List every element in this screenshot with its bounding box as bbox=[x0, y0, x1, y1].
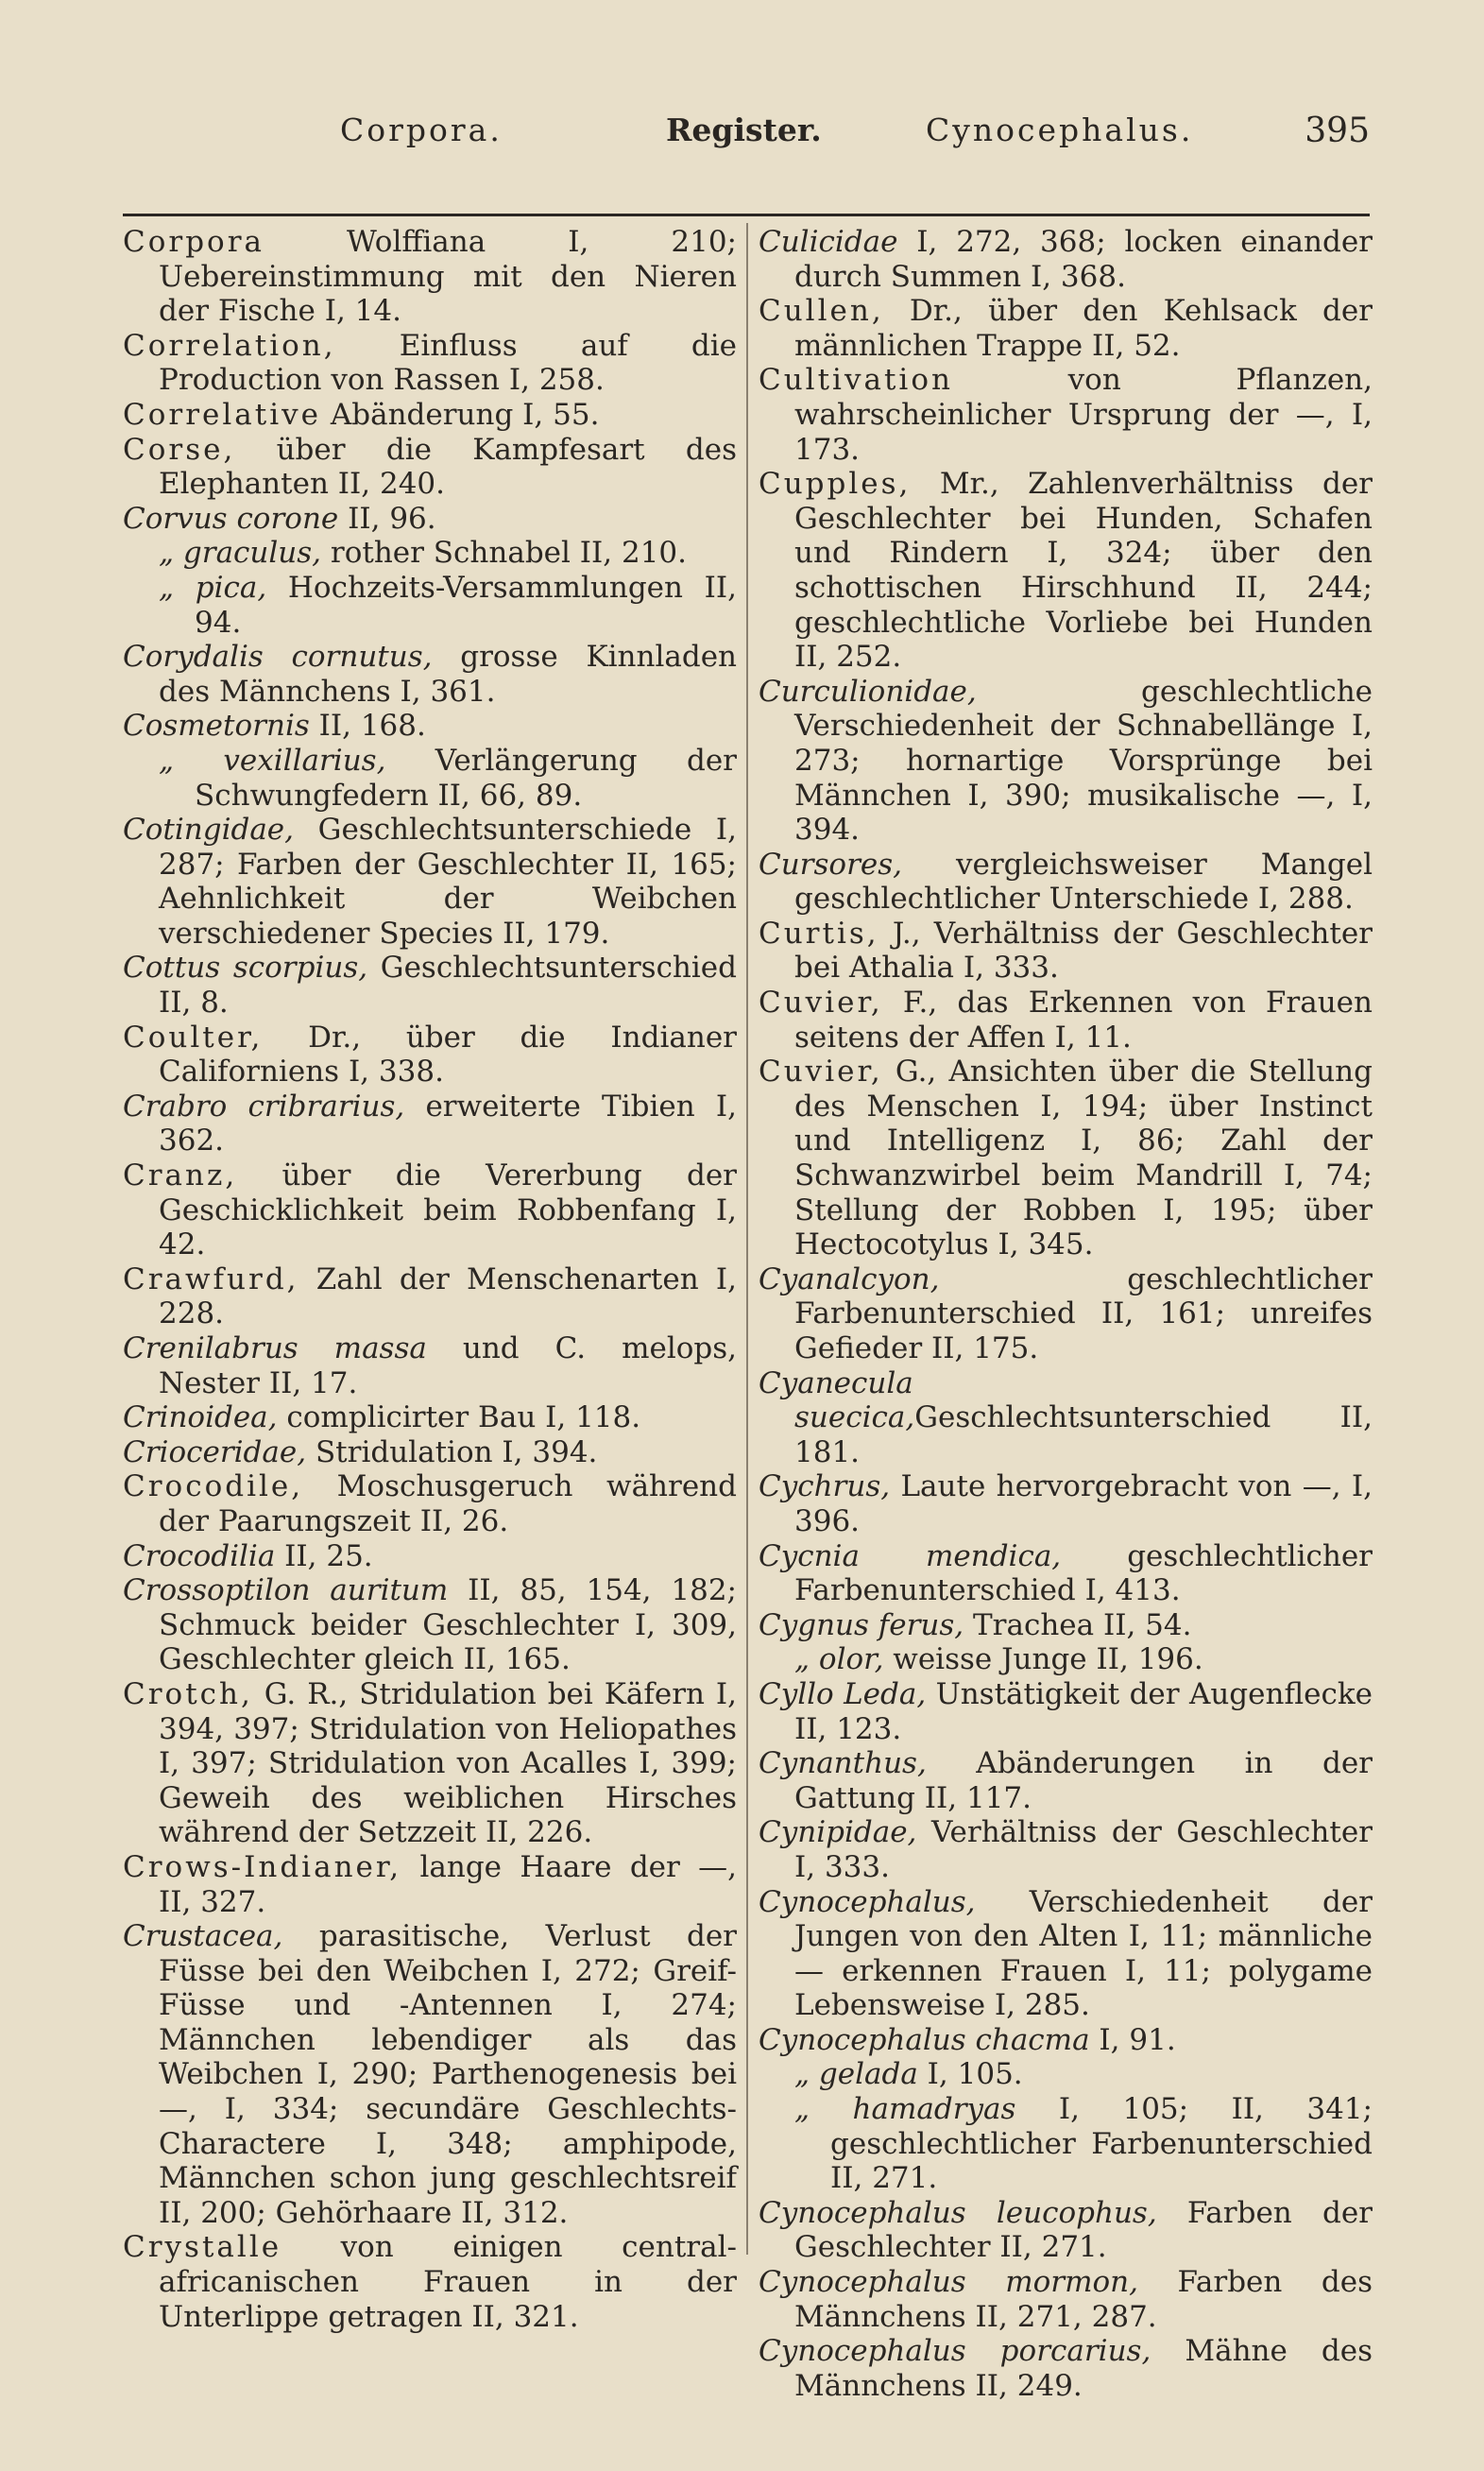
index-entry-term: Cynocephalus leucophus, bbox=[759, 2195, 1157, 2230]
index-entry-references: Stridulation I, 394. bbox=[306, 1434, 598, 1469]
index-entry-term: Crocodilia bbox=[123, 1538, 276, 1573]
index-entry-references: II, 25. bbox=[275, 1538, 373, 1573]
index-entry-references: II, 168. bbox=[309, 709, 426, 744]
index-entry bbox=[759, 2023, 1373, 2058]
index-entry bbox=[123, 709, 737, 744]
index-entry bbox=[759, 1677, 1373, 1746]
index-entry-references: geschlechtliche Verschiedenheit der Schnabellänge I, 273; hornartige Vorsprünge bei Männchen I, 390; musikalische —, I, 394. bbox=[794, 674, 1373, 848]
index-entry bbox=[759, 2265, 1373, 2334]
index-entry-references: Mähne des Männchens II, 249. bbox=[794, 2334, 1373, 2403]
index-entry-term: Cyanecula suecica, bbox=[759, 1365, 915, 1435]
index-entry-term: Cottus scorpius, bbox=[123, 951, 368, 986]
index-entry bbox=[759, 917, 1373, 986]
index-entry-references: II, 96. bbox=[338, 501, 436, 536]
index-entry bbox=[123, 813, 737, 951]
index-entry bbox=[123, 1677, 737, 1850]
index-entry bbox=[123, 1435, 737, 1470]
index-entry bbox=[759, 225, 1373, 294]
index-entry-term: Cranz, bbox=[123, 1158, 238, 1193]
index-entry-references: Einfluss auf die Production von Rassen I, 258. bbox=[159, 328, 737, 398]
index-entry bbox=[123, 951, 737, 1020]
index-entry-references: über die Kampfesart des Elephanten II, 240. bbox=[159, 432, 737, 502]
index-entry-references: Dr., über die Indianer Californiens I, 338. bbox=[159, 1020, 737, 1090]
index-entry-term: Curculionidae, bbox=[759, 674, 977, 709]
index-entry-references: grosse Kinnladen des Männchens I, 361. bbox=[159, 640, 737, 709]
index-entry-references: Geschlechtsunterschied II, 181. bbox=[794, 1400, 1373, 1469]
index-entry-term: Cuvier, bbox=[759, 1055, 883, 1090]
column-divider bbox=[746, 223, 748, 2255]
index-entry bbox=[123, 329, 737, 398]
index-entry bbox=[123, 1573, 737, 1677]
index-entry-references: Verschiedenheit der Jungen von den Alten I, 11; männliche — erkennen Frauen I, 11; polygame Lebensweise I, 285. bbox=[794, 1884, 1373, 2023]
index-entry-references: rother Schnabel II, 210. bbox=[321, 536, 688, 571]
index-entry bbox=[123, 744, 737, 813]
index-entry bbox=[759, 1055, 1373, 1262]
index-entry-term: „ olor, bbox=[794, 1642, 884, 1677]
index-entry-term: „ vexillarius, bbox=[159, 743, 386, 778]
index-entry-term: Cygnus ferus, bbox=[759, 1607, 964, 1642]
index-entry-references: Abänderungen in der Gattung II, 117. bbox=[794, 1746, 1373, 1815]
index-entry-term: Correlation, bbox=[123, 328, 336, 363]
index-entry-term: Curtis, bbox=[759, 916, 879, 951]
index-entry-term: Cynipidae, bbox=[759, 1815, 917, 1850]
index-entry-term: Cullen, bbox=[759, 294, 884, 329]
index-entry bbox=[123, 1158, 737, 1262]
index-entry bbox=[123, 1331, 737, 1400]
index-entry bbox=[759, 1815, 1373, 1884]
index-entry-term: Correlative bbox=[123, 397, 321, 432]
index-entry-term: „ graculus, bbox=[159, 536, 322, 571]
index-entry-references: weisse Junge II, 196. bbox=[883, 1642, 1203, 1677]
index-entry bbox=[759, 2092, 1373, 2196]
index-entry-references: J., Verhältniss der Geschlechter bei Athalia I, 333. bbox=[794, 916, 1373, 986]
index-entry-references: I, 105. bbox=[917, 2057, 1023, 2092]
index-entry bbox=[759, 2334, 1373, 2403]
header-right-term: Cynocephalus. bbox=[926, 112, 1194, 148]
index-entry-references: Geschlechtsunterschied II, 8. bbox=[159, 951, 737, 1021]
index-entry-references: von einigen central-africanischen Frauen in der Unterlippe getragen II, 321. bbox=[159, 2230, 737, 2334]
index-entry-term: Cynocephalus, bbox=[759, 1884, 976, 1919]
index-entry bbox=[759, 848, 1373, 917]
index-entry-term: Crossoptilon auritum bbox=[123, 1573, 449, 1608]
index-entry-references: Moschusgeruch während der Paarungszeit II, 26. bbox=[159, 1469, 737, 1538]
index-entry-term: Cychrus, bbox=[759, 1469, 891, 1504]
index-entry-references: Farben der Geschlechter II, 271. bbox=[794, 2195, 1373, 2265]
index-entry-term: Cyllo Leda, bbox=[759, 1676, 927, 1711]
index-entry bbox=[123, 433, 737, 502]
index-entry bbox=[759, 986, 1373, 1055]
index-entry-references: G., Ansichten über die Stellung des Menschen I, 194; über Instinct und Intelligenz I, 86; Zahl der Schwanzwirbel beim Mandrill I, 74; Stellung der Robben I, 195; über Hectocotylus I, 345. bbox=[794, 1055, 1373, 1262]
index-entry-references: erweiterte Tibien I, 362. bbox=[159, 1089, 737, 1158]
page-number: 395 bbox=[1305, 112, 1370, 150]
index-entry-references: geschlechtlicher Farbenunterschied II, 161; unreifes Gefieder II, 175. bbox=[794, 1261, 1373, 1365]
index-entry-term: Crinoidea, bbox=[123, 1400, 278, 1435]
index-entry bbox=[759, 467, 1373, 675]
index-entry-term: Coulter, bbox=[123, 1020, 264, 1055]
right-column bbox=[759, 225, 1373, 2403]
index-entry bbox=[759, 1885, 1373, 2023]
header-rule bbox=[123, 214, 1370, 216]
index-entry-term: „ pica, bbox=[159, 570, 267, 605]
index-entry bbox=[759, 1366, 1373, 1470]
index-entry-term: Cursores, bbox=[759, 847, 903, 882]
index-entry bbox=[123, 536, 737, 571]
index-entry bbox=[759, 1262, 1373, 1366]
index-entry-references: Wolffiana I, 210; Uebereinstimmung mit den Nieren der Fische I, 14. bbox=[159, 225, 737, 329]
index-entry-term: Cuvier, bbox=[759, 986, 883, 1021]
index-entry-references: Farben des Männchens II, 271, 287. bbox=[794, 2265, 1373, 2334]
index-entry-references: Verlängerung der Schwungfedern II, 66, 89. bbox=[195, 743, 737, 813]
index-entry-references: Dr., über den Kehlsack der männlichen Trappe II, 52. bbox=[794, 294, 1373, 363]
index-entry bbox=[123, 2230, 737, 2334]
index-entry-term: Cynocephalus porcarius, bbox=[759, 2334, 1151, 2369]
index-entry bbox=[759, 1642, 1373, 1677]
index-entry-term: Cynanthus, bbox=[759, 1746, 927, 1781]
index-entry-references: Unstätigkeit der Augenflecke II, 123. bbox=[794, 1676, 1373, 1746]
left-column bbox=[123, 225, 737, 2334]
index-entry-term: Cyanalcyon, bbox=[759, 1261, 940, 1296]
index-entry-references: über die Vererbung der Geschicklichkeit beim Robbenfang I, 42. bbox=[159, 1158, 737, 1262]
index-entry-term: Corpora bbox=[123, 225, 265, 259]
index-entry-term: Cynocephalus chacma bbox=[759, 2022, 1090, 2057]
index-entry bbox=[123, 1400, 737, 1435]
index-entry bbox=[759, 1469, 1373, 1538]
index-entry-term: Cotingidae, bbox=[123, 813, 295, 848]
index-entry-references: Laute hervorgebracht von —, I, 396. bbox=[794, 1469, 1373, 1538]
index-entry-references: I, 91. bbox=[1089, 2022, 1176, 2057]
index-entry-references: complicirter Bau I, 118. bbox=[277, 1400, 641, 1435]
index-entry-term: Crystalle bbox=[123, 2230, 282, 2265]
index-entry-references: F., das Erkennen von Frauen seitens der Affen I, 11. bbox=[794, 986, 1373, 1055]
index-entry bbox=[759, 1608, 1373, 1643]
index-entry bbox=[123, 1021, 737, 1090]
index-entry-term: Crustacea, bbox=[123, 1919, 283, 1954]
index-entry bbox=[759, 294, 1373, 363]
index-entry-references: parasitische, Verlust der Füsse bei den Weibchen I, 272; Greif-Füsse und -Antennen I, 274; Männchen lebendiger als das Weibchen I, 290; Parthenogenesis bei —, I, 334; secundäre Geschlechts-Charactere I, 348; amphipode, Männchen schon jung geschlechtsreif II, 200; Gehörhaare II, 312. bbox=[159, 1919, 737, 2230]
index-entry-term: Crioceridae, bbox=[123, 1434, 307, 1469]
index-entry-references: und C. melops, Nester II, 17. bbox=[159, 1331, 738, 1400]
index-entry-references: Trachea II, 54. bbox=[964, 1607, 1192, 1642]
index-entry bbox=[123, 1262, 737, 1331]
running-header bbox=[123, 112, 1370, 168]
index-entry-term: Cynocephalus mormon, bbox=[759, 2265, 1138, 2300]
index-entry-term: Crows-Indianer, bbox=[123, 1849, 402, 1884]
index-entry-term: Corse, bbox=[123, 432, 236, 467]
index-entry bbox=[123, 1919, 737, 2230]
index-entry-references: G. R., Stridulation bei Käfern I, 394, 397; Stridulation von Heliopathes I, 397; Stridulation von Acalles I, 399; Geweih des weiblichen Hirsches während der Setzzeit II, 226. bbox=[159, 1676, 737, 1850]
index-entry-term: Crenilabrus massa bbox=[123, 1331, 427, 1365]
index-entry-term: Cycnia mendica, bbox=[759, 1538, 1062, 1573]
index-entry bbox=[123, 1850, 737, 1919]
index-entry-references: geschlechtlicher Farbenunterschied I, 413. bbox=[794, 1538, 1373, 1608]
index-entry bbox=[759, 363, 1373, 467]
index-entry-term: Crabro cribrarius, bbox=[123, 1089, 405, 1124]
index-entry-term: Cupples, bbox=[759, 467, 912, 502]
index-entry bbox=[123, 398, 737, 433]
index-entry bbox=[123, 640, 737, 709]
index-entry bbox=[123, 225, 737, 329]
index-entry-references: I, 105; II, 341; geschlechtlicher Farbenunterschied II, 271. bbox=[830, 2092, 1373, 2196]
index-entry-term: „ hamadryas bbox=[794, 2092, 1016, 2127]
index-entry bbox=[759, 1746, 1373, 1815]
index-entry bbox=[123, 571, 737, 640]
index-entry bbox=[759, 2196, 1373, 2265]
header-left-term: Corpora. bbox=[340, 112, 503, 148]
index-entry-references: vergleichsweiser Mangel geschlechtlicher Unterschiede I, 288. bbox=[794, 847, 1373, 917]
index-entry-term: Corvus corone bbox=[123, 501, 339, 536]
index-entry bbox=[759, 675, 1373, 848]
index-entry-references: Mr., Zahlenverhältniss der Geschlechter bei Hunden, Schafen und Rindern I, 324; über den schottischen Hirschhund II, 244; geschlechtliche Vorliebe bei Hunden II, 252. bbox=[794, 467, 1373, 675]
header-title: Register. bbox=[666, 112, 822, 148]
index-entry-term: Corydalis cornutus, bbox=[123, 640, 433, 675]
index-entry bbox=[123, 1469, 737, 1538]
index-entry-references: I, 272, 368; locken einander durch Summen I, 368. bbox=[794, 225, 1373, 294]
index-entry-references: von Pflanzen, wahrscheinlicher Ursprung der —, I, 173. bbox=[794, 363, 1373, 467]
index-entry bbox=[759, 2057, 1373, 2092]
index-entry bbox=[123, 1539, 737, 1574]
index-entry bbox=[759, 1539, 1373, 1608]
index-entry-references: II, 85, 154, 182; Schmuck beider Geschlechter I, 309, Geschlechter gleich II, 165. bbox=[159, 1573, 737, 1677]
index-entry-term: Crawfurd, bbox=[123, 1261, 299, 1296]
index-entry-term: „ gelada bbox=[794, 2057, 918, 2092]
index-entry-references: Zahl der Menschenarten I, 228. bbox=[159, 1261, 737, 1331]
index-entry bbox=[123, 1090, 737, 1158]
index-entry-references: Hochzeits-Versammlungen II, 94. bbox=[195, 570, 737, 640]
index-entry-term: Cosmetornis bbox=[123, 709, 310, 744]
index-entry-references: Verhältniss der Geschlechter I, 333. bbox=[794, 1815, 1373, 1884]
index-entry-term: Culicidae bbox=[759, 225, 898, 259]
index-entry bbox=[123, 502, 737, 537]
index-entry-term: Cultivation bbox=[759, 363, 953, 398]
index-entry-term: Crocodile, bbox=[123, 1469, 304, 1504]
index-entry-references: lange Haare der —, II, 327. bbox=[159, 1849, 737, 1919]
index-entry-references: Abänderung I, 55. bbox=[321, 397, 600, 432]
index-entry-term: Crotch, bbox=[123, 1676, 253, 1711]
index-entry-references: Geschlechtsunterschiede I, 287; Farben der Geschlechter II, 165; Aehnlichkeit der Weibchen verschiedener Species II, 179. bbox=[159, 813, 737, 951]
